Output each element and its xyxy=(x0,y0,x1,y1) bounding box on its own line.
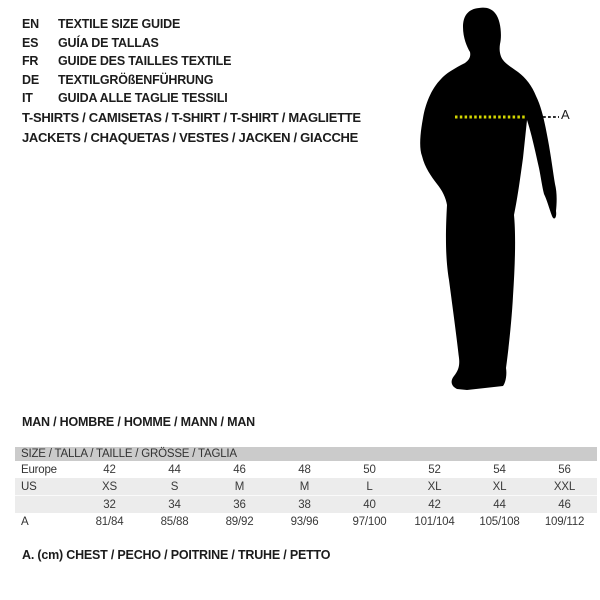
cell: 36 xyxy=(207,496,272,514)
row-label xyxy=(15,496,77,514)
language-list xyxy=(22,15,231,108)
cell: 56 xyxy=(558,463,571,476)
language-code: FR xyxy=(22,54,39,69)
cell: 50 xyxy=(363,463,376,476)
row-label: US xyxy=(15,478,77,496)
cell: 38 xyxy=(272,496,337,514)
table-row-us-letter xyxy=(15,478,597,496)
category-jackets: JACKETS / CHAQUETAS / VESTES / JACKEN / GIACCHE xyxy=(22,129,358,145)
cell: 40 xyxy=(337,496,402,514)
cell: XL xyxy=(467,478,532,496)
language-title: GUIDA ALLE TAGLIE TESSILI xyxy=(58,91,228,106)
man-silhouette-shape xyxy=(420,8,556,390)
measurement-footnote: A. (cm) CHEST / PECHO / POITRINE / TRUHE / PETTO xyxy=(22,548,331,562)
cell: 54 xyxy=(493,463,506,476)
language-code: EN xyxy=(22,17,39,31)
cell: 46 xyxy=(532,496,597,514)
cell: 42 xyxy=(103,463,116,476)
cell: S xyxy=(142,478,207,496)
cell: M xyxy=(272,478,337,496)
row-label: A xyxy=(21,515,29,528)
section-title-man: MAN / HOMBRE / HOMME / MANN / MAN xyxy=(22,415,255,429)
language-row-en xyxy=(22,15,231,34)
cell: 85/88 xyxy=(160,515,189,528)
cell: L xyxy=(337,478,402,496)
language-code: DE xyxy=(22,72,39,87)
language-title: TEXTILGRÖßENFÜHRUNG xyxy=(58,72,214,87)
language-title: GUIDE DES TAILLES TEXTILE xyxy=(58,54,232,69)
cell: 48 xyxy=(298,463,311,476)
cell: 105/108 xyxy=(479,515,520,528)
cell: 42 xyxy=(402,496,467,514)
cell: 32 xyxy=(77,496,142,514)
cell: XXL xyxy=(532,478,597,496)
size-table xyxy=(15,447,597,530)
cell: 44 xyxy=(467,496,532,514)
category-list xyxy=(22,108,361,147)
row-label: Europe xyxy=(21,463,57,476)
cell: M xyxy=(207,478,272,496)
language-code: IT xyxy=(22,91,33,106)
size-table-header: SIZE / TALLA / TAILLE / GRÖSSE / TAGLIA xyxy=(15,447,597,461)
cell: 46 xyxy=(233,463,246,476)
cell: XS xyxy=(77,478,142,496)
cell: 97/100 xyxy=(352,515,387,528)
cell: 89/92 xyxy=(225,515,254,528)
table-row-chest-cm xyxy=(15,513,597,530)
language-row-it xyxy=(22,89,231,108)
language-title: TEXTILE SIZE GUIDE xyxy=(58,17,181,31)
cell: 101/104 xyxy=(414,515,455,528)
cell: 52 xyxy=(428,463,441,476)
cell: XL xyxy=(402,478,467,496)
measure-a-label: A xyxy=(561,107,570,122)
cell: 81/84 xyxy=(95,515,124,528)
cell: 109/112 xyxy=(544,515,585,528)
table-row-us-numeric xyxy=(15,496,597,514)
cell: 34 xyxy=(142,496,207,514)
cell: 44 xyxy=(168,463,181,476)
table-row-europe xyxy=(15,461,597,478)
language-code: ES xyxy=(22,35,39,50)
language-row-fr xyxy=(22,52,231,71)
language-row-es xyxy=(22,34,231,53)
size-table-header-row xyxy=(15,447,597,461)
man-silhouette xyxy=(415,0,565,400)
language-row-de xyxy=(22,71,231,90)
category-tshirts: T-SHIRTS / CAMISETAS / T-SHIRT / T-SHIRT / MAGLIETTE xyxy=(22,110,361,125)
language-title: GUÍA DE TALLAS xyxy=(58,35,159,50)
cell: 93/96 xyxy=(290,515,319,528)
